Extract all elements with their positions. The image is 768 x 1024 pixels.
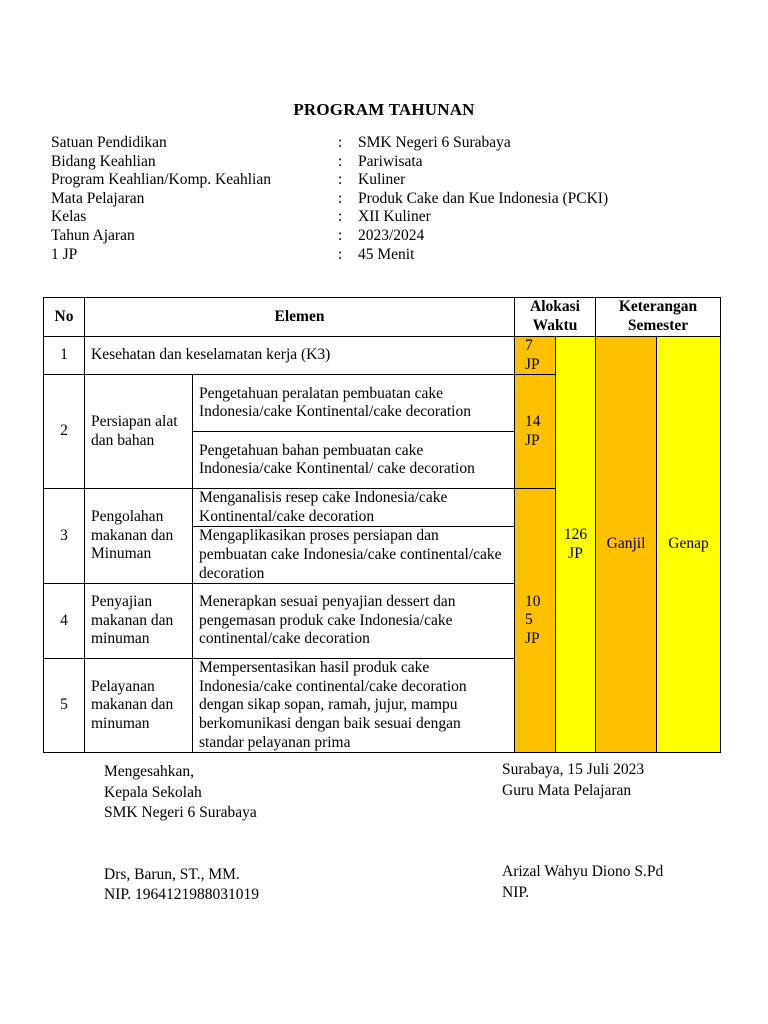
- row-elemen: Persiapan alat dan bahan: [85, 375, 193, 489]
- info-label: Tahun Ajaran: [51, 226, 135, 244]
- document-title: PROGRAM TAHUNAN: [293, 100, 475, 119]
- info-value: Kuliner: [358, 171, 406, 189]
- info-label: Satuan Pendidikan: [51, 134, 167, 151]
- row-sub-elemen: Pengetahuan peralatan pembuatan cake Indonesia/cake Kontinental/cake decoration: [193, 375, 515, 432]
- row-elemen: Pengolahan makanan dan Minuman: [85, 489, 193, 584]
- info-colon: :: [338, 171, 343, 189]
- alokasi-total-cell: 126 JP: [556, 337, 596, 753]
- signature-place-date: Surabaya, 15 Juli 2023: [502, 761, 645, 778]
- row-elemen: Pelayanan makanan dan minuman: [85, 659, 193, 753]
- signature-left: [104, 762, 259, 906]
- signature-name: Arizal Wahyu Diono S.Pd: [502, 863, 664, 880]
- info-label: Program Keahlian/Komp. Keahlian: [51, 171, 271, 189]
- row-sub-elemen: Pengetahuan bahan pembuatan cake Indonesia/cake Kontinental/ cake decoration: [193, 432, 515, 489]
- info-colon: :: [338, 245, 343, 263]
- row-no: 5: [44, 659, 85, 753]
- signature-approval: Mengesahkan,: [104, 763, 194, 780]
- alokasi-cell: 7 JP: [515, 337, 556, 375]
- row-elemen: Penyajian makanan dan minuman: [85, 584, 193, 659]
- header-alokasi: Alokasi Waktu: [515, 298, 596, 337]
- info-colon: :: [338, 226, 343, 244]
- signature-name: Drs, Barun, ST., MM.: [104, 865, 240, 883]
- info-colon: :: [338, 152, 343, 170]
- info-value: 45 Menit: [358, 245, 415, 263]
- row-no: 4: [44, 584, 85, 659]
- signature-nip: NIP. 1964121988031019: [104, 886, 260, 903]
- row-sub-elemen: Menerapkan sesuai penyajian dessert dan pengemasan produk cake Indonesia/cake continental/cake decoration: [193, 584, 515, 659]
- table-row: [44, 337, 721, 375]
- row-sub-elemen: Menganalisis resep cake Indonesia/cake Kontinental/cake decoration: [193, 489, 515, 527]
- info-label: Mata Pelajaran: [51, 189, 145, 207]
- alokasi-cell: 14 JP: [515, 375, 556, 489]
- semester-ganjil-cell: Ganjil: [596, 337, 657, 753]
- info-label: Kelas: [51, 208, 87, 226]
- info-label: 1 JP: [51, 245, 78, 263]
- info-colon: :: [338, 208, 343, 226]
- row-elemen: Kesehatan dan keselamatan kerja (K3): [85, 337, 515, 375]
- row-no: 3: [44, 489, 85, 584]
- program-table: [43, 297, 721, 753]
- row-no: 2: [44, 375, 85, 489]
- info-value: 2023/2024: [358, 226, 425, 244]
- info-value: Produk Cake dan Kue Indonesia (PCKI): [358, 189, 609, 207]
- row-sub-elemen: Mempersentasikan hasil produk cake Indonesia/cake continental/cake decoration dengan sikap sopan, ramah, jujur, mampu berkomunikasi dengan baik sesuai dengan standar pelayanan prima: [193, 659, 515, 753]
- info-label: Bidang Keahlian: [51, 152, 156, 170]
- signature-school: SMK Negeri 6 Surabaya: [104, 804, 257, 821]
- signature-right: [502, 760, 663, 903]
- row-sub-elemen: Mengaplikasikan proses persiapan dan pembuatan cake Indonesia/cake continental/cake decoration: [193, 527, 515, 584]
- signature-nip: NIP.: [502, 883, 530, 901]
- info-colon: :: [338, 134, 343, 151]
- info-value: SMK Negeri 6 Surabaya: [358, 134, 511, 151]
- row-no: 1: [44, 337, 85, 375]
- header-keterangan: Keterangan Semester: [596, 298, 721, 337]
- info-value: Pariwisata: [358, 152, 423, 170]
- semester-genap-cell: Genap: [657, 337, 721, 753]
- info-value: XII Kuliner: [358, 208, 431, 226]
- table-header-row: [44, 298, 721, 337]
- signature-role: Guru Mata Pelajaran: [502, 781, 632, 799]
- header-no: No: [44, 298, 85, 337]
- signature-role: Kepala Sekolah: [104, 783, 202, 801]
- info-colon: :: [338, 189, 343, 207]
- header-elemen: Elemen: [85, 298, 515, 337]
- alokasi-cell: 10 5 JP: [515, 489, 556, 753]
